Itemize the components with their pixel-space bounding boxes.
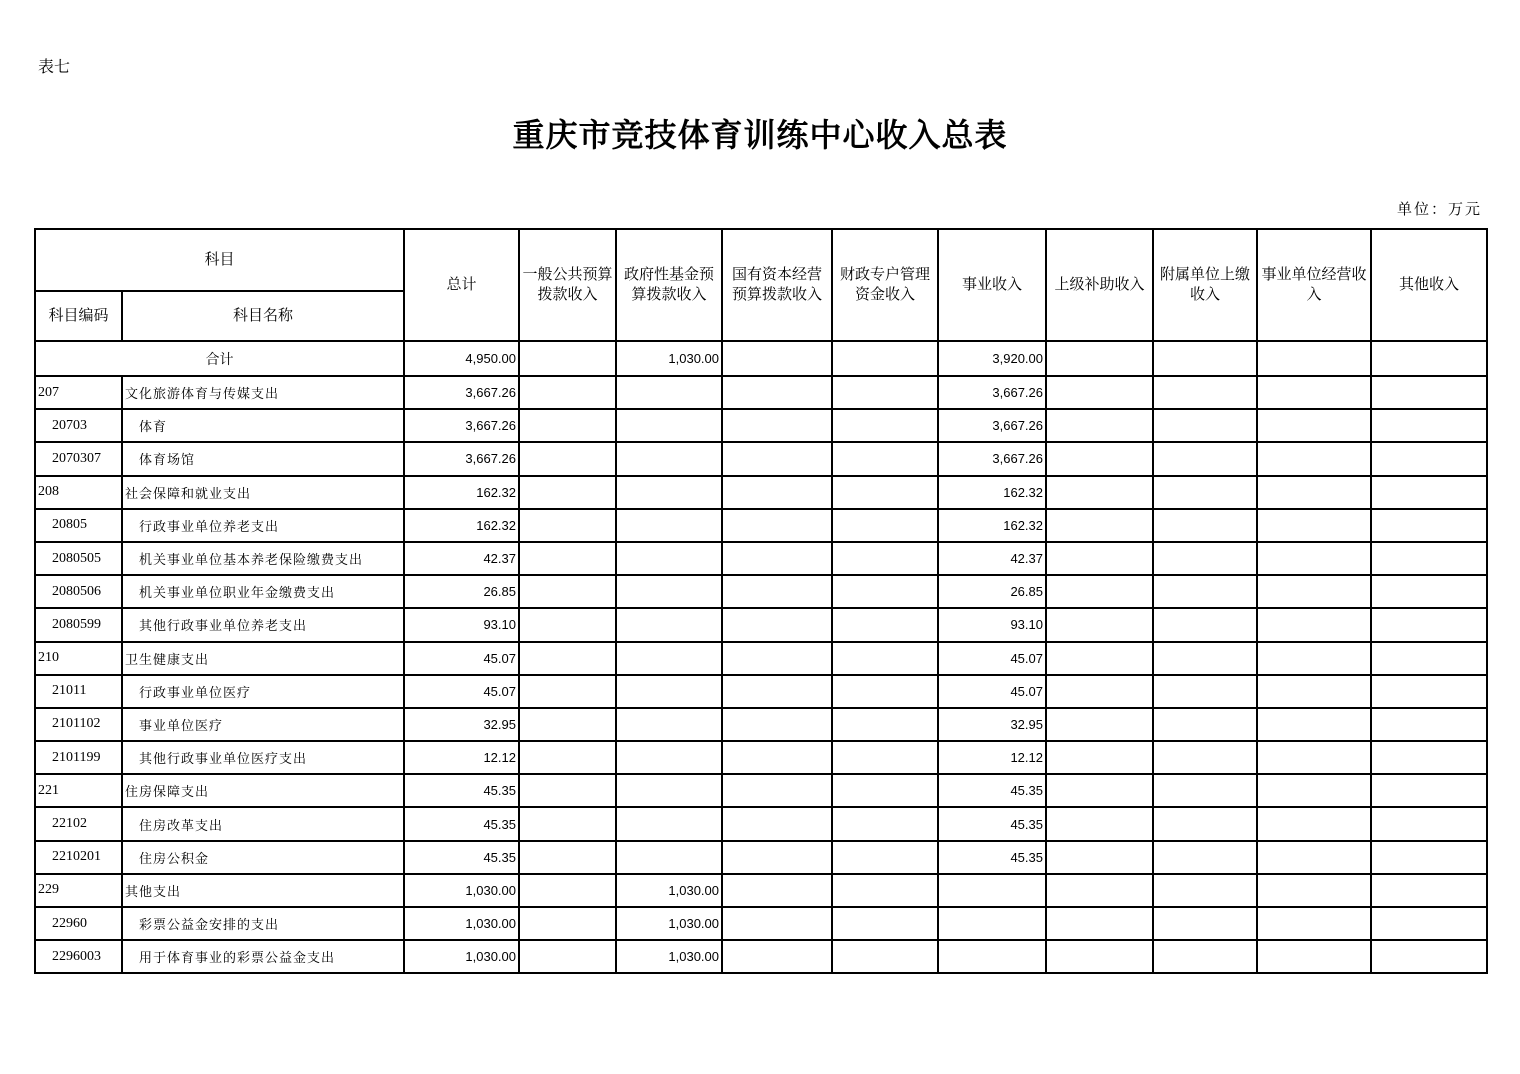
cell	[1371, 608, 1487, 641]
cell: 162.32	[938, 476, 1046, 509]
cell	[616, 409, 722, 442]
subject-name: 卫生健康支出	[122, 642, 404, 675]
cell	[1257, 940, 1371, 973]
cell	[519, 708, 616, 741]
subject-name: 其他行政事业单位养老支出	[122, 608, 404, 641]
cell	[832, 708, 938, 741]
cell	[1046, 874, 1153, 907]
header-col: 事业收入	[938, 229, 1046, 341]
cell	[1257, 608, 1371, 641]
cell	[519, 741, 616, 774]
cell	[832, 675, 938, 708]
table-row	[35, 774, 1487, 807]
cell	[1371, 675, 1487, 708]
cell	[1257, 708, 1371, 741]
cell: 45.35	[938, 774, 1046, 807]
cell	[722, 542, 832, 575]
cell	[519, 509, 616, 542]
page-title: 重庆市竞技体育训练中心收入总表	[512, 116, 1008, 154]
subject-code: 20703	[35, 409, 122, 442]
subject-code: 2080506	[35, 575, 122, 608]
cell	[1257, 409, 1371, 442]
cell	[616, 642, 722, 675]
cell	[722, 907, 832, 940]
cell	[1046, 708, 1153, 741]
subject-name: 彩票公益金安排的支出	[122, 907, 404, 940]
cell: 1,030.00	[404, 940, 519, 973]
cell	[832, 442, 938, 475]
cell	[519, 841, 616, 874]
cell	[832, 874, 938, 907]
cell	[519, 442, 616, 475]
cell	[832, 476, 938, 509]
subject-code: 2210201	[35, 841, 122, 874]
table-row	[35, 675, 1487, 708]
cell	[1046, 376, 1153, 409]
cell	[832, 807, 938, 840]
cell	[1371, 575, 1487, 608]
cell	[1371, 841, 1487, 874]
cell	[938, 907, 1046, 940]
cell	[519, 675, 616, 708]
cell	[722, 575, 832, 608]
cell: 45.35	[938, 841, 1046, 874]
cell	[1046, 409, 1153, 442]
cell	[832, 642, 938, 675]
cell: 12.12	[404, 741, 519, 774]
header-col: 政府性基金预算拨款收入	[616, 229, 722, 341]
cell	[1153, 542, 1257, 575]
cell	[1371, 376, 1487, 409]
cell	[519, 341, 616, 376]
subject-code: 2080599	[35, 608, 122, 641]
cell	[1046, 542, 1153, 575]
header-col: 附属单位上缴收入	[1153, 229, 1257, 341]
subject-code: 221	[35, 774, 122, 807]
cell	[1257, 741, 1371, 774]
cell	[1153, 907, 1257, 940]
table-row	[35, 476, 1487, 509]
cell	[519, 874, 616, 907]
cell	[722, 675, 832, 708]
cell	[1046, 442, 1153, 475]
cell	[1371, 442, 1487, 475]
cell	[1153, 341, 1257, 376]
table-row	[35, 642, 1487, 675]
cell	[722, 642, 832, 675]
total-label: 合计	[35, 341, 404, 376]
cell	[616, 575, 722, 608]
cell: 1,030.00	[616, 874, 722, 907]
subject-name: 行政事业单位医疗	[122, 675, 404, 708]
cell	[1153, 376, 1257, 409]
cell: 3,667.26	[404, 409, 519, 442]
cell	[722, 940, 832, 973]
header-col: 上级补助收入	[1046, 229, 1153, 341]
cell	[1046, 940, 1153, 973]
cell	[1257, 907, 1371, 940]
cell: 45.35	[404, 841, 519, 874]
cell	[1257, 774, 1371, 807]
cell	[616, 608, 722, 641]
cell	[1371, 940, 1487, 973]
cell	[1257, 642, 1371, 675]
subject-name: 机关事业单位职业年金缴费支出	[122, 575, 404, 608]
subject-name: 住房改革支出	[122, 807, 404, 840]
cell	[1257, 575, 1371, 608]
cell	[1371, 642, 1487, 675]
cell	[1371, 807, 1487, 840]
cell	[519, 476, 616, 509]
cell	[832, 940, 938, 973]
cell	[1257, 874, 1371, 907]
cell	[519, 409, 616, 442]
cell	[519, 575, 616, 608]
subject-code: 229	[35, 874, 122, 907]
cell: 45.35	[404, 807, 519, 840]
header-col: 总计	[404, 229, 519, 341]
subject-code: 22960	[35, 907, 122, 940]
cell	[1046, 741, 1153, 774]
cell	[1046, 841, 1153, 874]
cell	[722, 841, 832, 874]
cell	[616, 509, 722, 542]
header-subject: 科目	[35, 229, 404, 291]
cell	[1371, 476, 1487, 509]
cell	[519, 542, 616, 575]
cell	[1046, 807, 1153, 840]
header-subject-name: 科目名称	[122, 291, 404, 341]
cell	[1046, 575, 1153, 608]
cell	[832, 341, 938, 376]
subject-name: 文化旅游体育与传媒支出	[122, 376, 404, 409]
table-row	[35, 940, 1487, 973]
cell	[1046, 642, 1153, 675]
cell	[1046, 509, 1153, 542]
subject-name: 其他行政事业单位医疗支出	[122, 741, 404, 774]
header-col: 财政专户管理资金收入	[832, 229, 938, 341]
subject-name: 社会保障和就业支出	[122, 476, 404, 509]
unit-label: 单位：万元	[1396, 200, 1482, 218]
subject-name: 体育	[122, 409, 404, 442]
cell	[1371, 741, 1487, 774]
cell	[1046, 341, 1153, 376]
cell	[1257, 841, 1371, 874]
cell	[1371, 542, 1487, 575]
cell	[616, 708, 722, 741]
subject-name: 事业单位医疗	[122, 708, 404, 741]
table-row	[35, 708, 1487, 741]
cell: 45.07	[404, 675, 519, 708]
cell: 3,667.26	[938, 442, 1046, 475]
cell: 1,030.00	[404, 874, 519, 907]
cell	[1153, 476, 1257, 509]
subject-name: 体育场馆	[122, 442, 404, 475]
cell	[1153, 608, 1257, 641]
cell	[519, 642, 616, 675]
cell	[1257, 442, 1371, 475]
table-row	[35, 907, 1487, 940]
cell	[1046, 907, 1153, 940]
cell: 3,667.26	[404, 376, 519, 409]
cell	[722, 741, 832, 774]
cell	[832, 575, 938, 608]
cell: 45.07	[938, 642, 1046, 675]
subject-name: 其他支出	[122, 874, 404, 907]
cell	[1046, 476, 1153, 509]
cell	[832, 741, 938, 774]
cell	[1257, 376, 1371, 409]
subject-code: 2101102	[35, 708, 122, 741]
header-col: 国有资本经营预算拨款收入	[722, 229, 832, 341]
cell: 32.95	[938, 708, 1046, 741]
cell	[722, 874, 832, 907]
cell	[1371, 774, 1487, 807]
cell: 93.10	[404, 608, 519, 641]
header-col: 事业单位经营收入	[1257, 229, 1371, 341]
table-row	[35, 409, 1487, 442]
subject-code: 2070307	[35, 442, 122, 475]
cell	[1371, 708, 1487, 741]
cell: 12.12	[938, 741, 1046, 774]
cell	[722, 708, 832, 741]
cell: 42.37	[404, 542, 519, 575]
cell	[1153, 874, 1257, 907]
subject-name: 行政事业单位养老支出	[122, 509, 404, 542]
cell	[1046, 675, 1153, 708]
cell	[1371, 341, 1487, 376]
cell: 45.35	[404, 774, 519, 807]
cell	[1153, 642, 1257, 675]
cell	[1153, 409, 1257, 442]
table-row	[35, 575, 1487, 608]
cell	[938, 874, 1046, 907]
cell	[519, 774, 616, 807]
table-row	[35, 442, 1487, 475]
cell	[616, 841, 722, 874]
cell: 4,950.00	[404, 341, 519, 376]
cell	[1257, 476, 1371, 509]
cell: 162.32	[938, 509, 1046, 542]
cell	[1257, 675, 1371, 708]
cell: 162.32	[404, 509, 519, 542]
table-number-label: 表七	[38, 57, 71, 76]
cell	[1046, 608, 1153, 641]
subject-code: 20805	[35, 509, 122, 542]
cell: 1,030.00	[404, 907, 519, 940]
header-col: 一般公共预算拨款收入	[519, 229, 616, 341]
cell	[1153, 774, 1257, 807]
cell	[832, 608, 938, 641]
subject-code: 2080505	[35, 542, 122, 575]
cell	[832, 509, 938, 542]
header-subject-code: 科目编码	[35, 291, 122, 341]
subject-code: 22102	[35, 807, 122, 840]
cell: 26.85	[404, 575, 519, 608]
subject-code: 208	[35, 476, 122, 509]
cell	[616, 376, 722, 409]
cell: 3,920.00	[938, 341, 1046, 376]
cell: 3,667.26	[938, 409, 1046, 442]
cell: 162.32	[404, 476, 519, 509]
table-row	[35, 542, 1487, 575]
cell	[1153, 675, 1257, 708]
cell	[832, 907, 938, 940]
cell	[1153, 741, 1257, 774]
subject-code: 207	[35, 376, 122, 409]
header-col: 其他收入	[1371, 229, 1487, 341]
cell	[1153, 442, 1257, 475]
cell	[722, 376, 832, 409]
cell	[519, 907, 616, 940]
cell: 45.07	[938, 675, 1046, 708]
cell	[1153, 841, 1257, 874]
subject-name: 住房保障支出	[122, 774, 404, 807]
cell: 1,030.00	[616, 341, 722, 376]
subject-name: 住房公积金	[122, 841, 404, 874]
cell: 45.07	[404, 642, 519, 675]
cell	[616, 542, 722, 575]
cell	[1257, 807, 1371, 840]
cell: 45.35	[938, 807, 1046, 840]
subject-code: 2101199	[35, 741, 122, 774]
cell	[722, 442, 832, 475]
subject-code: 21011	[35, 675, 122, 708]
cell	[832, 409, 938, 442]
cell	[519, 940, 616, 973]
cell: 32.95	[404, 708, 519, 741]
table-row	[35, 509, 1487, 542]
cell	[722, 509, 832, 542]
cell: 93.10	[938, 608, 1046, 641]
cell: 1,030.00	[616, 940, 722, 973]
total-row	[35, 341, 1487, 376]
table-row	[35, 376, 1487, 409]
cell: 3,667.26	[404, 442, 519, 475]
cell	[519, 376, 616, 409]
cell	[722, 409, 832, 442]
cell	[616, 476, 722, 509]
cell	[616, 741, 722, 774]
cell	[832, 841, 938, 874]
cell	[722, 341, 832, 376]
income-summary-table	[34, 228, 1488, 974]
subject-name: 用于体育事业的彩票公益金支出	[122, 940, 404, 973]
table-row	[35, 874, 1487, 907]
cell	[938, 940, 1046, 973]
cell	[1153, 708, 1257, 741]
table-row	[35, 841, 1487, 874]
cell	[1371, 907, 1487, 940]
cell	[519, 807, 616, 840]
cell	[832, 774, 938, 807]
cell	[1153, 940, 1257, 973]
cell	[832, 542, 938, 575]
cell	[1046, 774, 1153, 807]
cell	[519, 608, 616, 641]
cell	[616, 442, 722, 475]
subject-name: 机关事业单位基本养老保险缴费支出	[122, 542, 404, 575]
cell	[1371, 509, 1487, 542]
cell: 42.37	[938, 542, 1046, 575]
cell: 26.85	[938, 575, 1046, 608]
cell: 3,667.26	[938, 376, 1046, 409]
cell	[832, 376, 938, 409]
cell	[1371, 409, 1487, 442]
table-row	[35, 608, 1487, 641]
cell	[616, 675, 722, 708]
cell	[1153, 509, 1257, 542]
cell	[1257, 509, 1371, 542]
subject-code: 2296003	[35, 940, 122, 973]
cell	[616, 774, 722, 807]
cell: 1,030.00	[616, 907, 722, 940]
cell	[722, 608, 832, 641]
subject-code: 210	[35, 642, 122, 675]
cell	[722, 476, 832, 509]
cell	[1257, 341, 1371, 376]
cell	[1257, 542, 1371, 575]
cell	[616, 807, 722, 840]
cell	[1153, 807, 1257, 840]
table-row	[35, 741, 1487, 774]
cell	[1371, 874, 1487, 907]
cell	[1153, 575, 1257, 608]
cell	[722, 774, 832, 807]
table-row	[35, 807, 1487, 840]
cell	[722, 807, 832, 840]
